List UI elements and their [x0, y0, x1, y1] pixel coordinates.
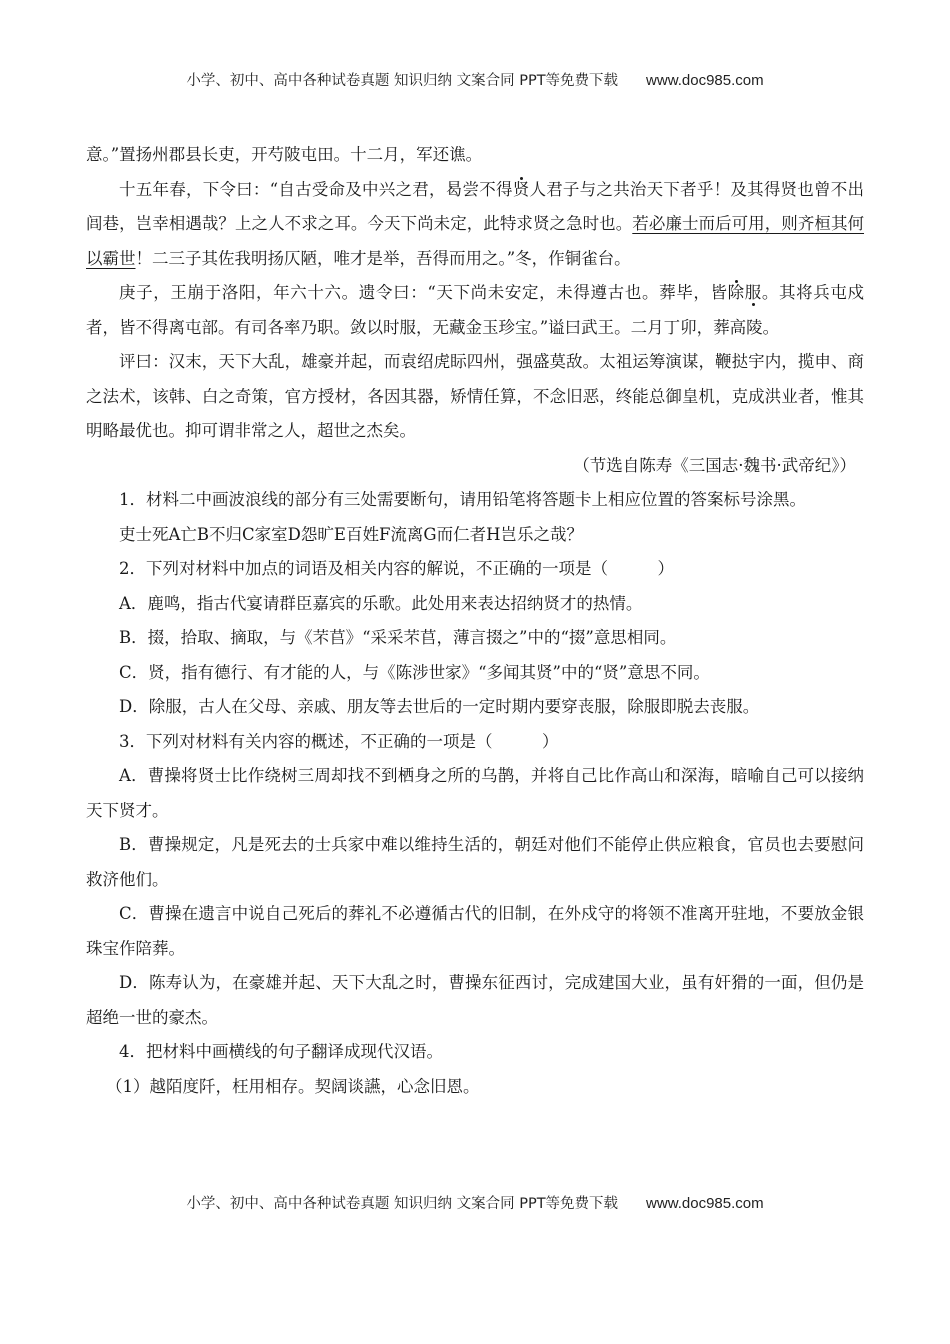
passage-source: （节选自陈寿《三国志·魏书·武帝纪》）	[573, 455, 856, 475]
header-text: 小学、初中、高中各种试卷真题 知识归纳 文案合同 PPT等免费下载	[186, 73, 619, 89]
question-2-option-c: C．贤，指有德行、有才能的人，与《陈涉世家》“多闻其贤”中的“贤”意思不同。	[119, 662, 710, 682]
question-3-option-d: D．陈寿认为，在豪雄并起、天下大乱之时，曹操东征西讨，完成建国大业，虽有奸猾的一面，但仍是超绝一世的豪杰。	[86, 973, 864, 1027]
question-2-option-b: B．掇，拾取、摘取，与《芣苢》“采采芣苢，薄言掇之”中的“掇”意思相同。	[119, 628, 677, 647]
underlined-sentence: 若必廉士而后可用，则齐桓其何以霸世	[86, 214, 865, 268]
dotted-char-chu: 除	[727, 283, 745, 302]
page-footer-banner	[0, 1192, 950, 1213]
footer-url[interactable]: www.doc985.com	[646, 1195, 764, 1212]
question-1-text: 吏士死A亡B不归C家室D怨旷E百姓F流离G而仁者H岂乐之哉？	[119, 524, 583, 544]
question-3-stem: 3．下列对材料有关内容的概述，不正确的一项是（ ）	[119, 731, 559, 751]
header-url[interactable]: www.doc985.com	[646, 72, 764, 89]
question-2-option-d: D．除服，古人在父母、亲戚、朋友等去世后的一定时期内要穿丧服，除服即脱去丧服。	[119, 697, 760, 716]
dotted-char-xian: 贤	[512, 179, 530, 199]
question-3-option-b: B．曹操规定，凡是死去的士兵家中难以维持生活的，朝廷对他们不能停止供应粮食，官员也去要慰问救济他们。	[86, 835, 864, 889]
page-header-banner	[0, 69, 950, 90]
question-3-option-c: C．曹操在遗言中说自己死后的葬礼不必遵循古代的旧制，在外戍守的将领不准离开驻地，不要放金银珠宝作陪葬。	[86, 904, 864, 958]
document-body	[86, 138, 864, 1104]
question-4-sub-1: （1）越陌度阡，枉用相存。契阔谈讌，心念旧恩。	[106, 1076, 480, 1096]
question-2-stem: 2．下列对材料中加点的词语及相关内容的解说，不正确的一项是（ ）	[119, 559, 674, 578]
passage-paragraph-2: 十五年春，下令曰：“自古受命及中兴之君，曷尝不得贤人君子与之共治天下者乎！及其得贤也曾不出闾巷，岂幸相遇哉？上之人不求之耳。今天下尚未定，此特求贤之急时也。若必廉士而后可用，则齐桓其何以霸世！二三子其佐我明扬仄陋，唯才是举，吾得而用之。”冬，作铜雀台。	[86, 179, 865, 268]
question-2-option-a: A．鹿鸣，指古代宴请群臣嘉宾的乐歌。此处用来表达招纳贤才的热情。	[119, 593, 643, 613]
question-1-stem: 1．材料二中画波浪线的部分有三处需要断句，请用铅笔将答题卡上相应位置的答案标号涂黑。	[119, 490, 806, 509]
question-4-stem: 4．把材料中画横线的句子翻译成现代汉语。	[119, 1042, 443, 1061]
dotted-char-fu: 服	[744, 283, 762, 302]
footer-text: 小学、初中、高中各种试卷真题 知识归纳 文案合同 PPT等免费下载	[186, 1196, 619, 1212]
question-3-option-a: A．曹操将贤士比作绕树三周却找不到栖身之所的乌鹊，并将自己比作高山和深海，暗喻自己可以接纳天下贤才。	[86, 766, 864, 820]
passage-paragraph-4: 评曰：汉末，天下大乱，雄豪并起，而袁绍虎眎四州，强盛莫敌。太祖运筹演谋，鞭挞宇内，揽申、商之法术，该韩、白之奇策，官方授材，各因其器，矫情任算，不念旧恶，终能总御皇机，克成洪业者，惟其明略最优也。抑可谓非常之人，超世之杰矣。	[86, 352, 864, 440]
passage-paragraph-1: 意。”置扬州郡县长吏，开芍陂屯田。十二月，军还谯。	[86, 145, 483, 164]
passage-paragraph-3: 庚子，王崩于洛阳，年六十六。遗令曰：“天下尚未安定，未得遵古也。葬毕，皆除服。其将兵屯戍者，皆不得离屯部。有司各率乃职。敛以时服，无藏金玉珍宝。”谥曰武王。二月丁卯，葬高陵。	[86, 283, 865, 337]
